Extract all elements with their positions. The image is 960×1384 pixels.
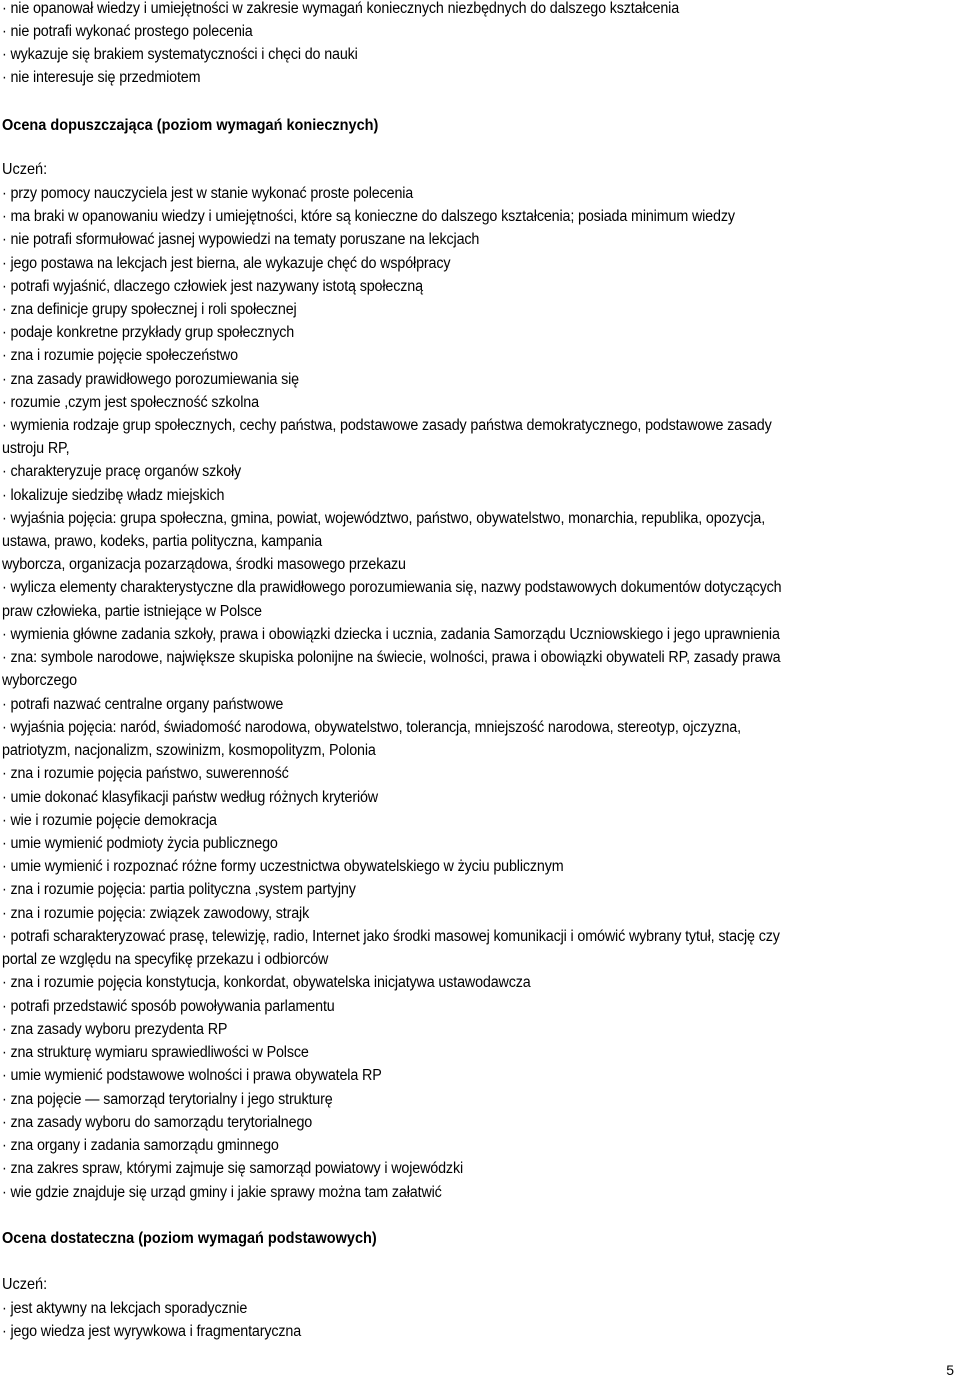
list-item: · zna i rozumie pojęcia: partia polityczna ,system partyjny [2,881,356,898]
list-item: · lokalizuje siedzibę władz miejskich [2,487,225,504]
section-heading: Ocena dopuszczająca (poziom wymagań koniecznych) [2,117,379,134]
list-item: · wymienia rodzaje grup społecznych, cechy państwa, podstawowe zasady państwa demokratycznego, podstawowe zasady [2,417,772,434]
list-item: · wie i rozumie pojęcie demokracja [2,812,217,829]
list-item: · wykazuje się brakiem systematyczności i chęci do nauki [2,46,358,63]
list-item: · zna i rozumie pojęcie społeczeństwo [2,347,238,364]
list-item-continuation: portal ze względu na specyfikę przekazu i odbiorców [2,951,329,968]
list-item: · potrafi nazwać centralne organy państwowe [2,696,284,713]
list-item: · nie opanował wiedzy i umiejętności w zakresie wymagań koniecznych niezbędnych do dalszego kształcenia [2,0,680,17]
list-item: · potrafi scharakteryzować prasę, telewizję, radio, Internet jako środki masowej komunikacji i omówić wybrany tytuł, stację czy [2,928,780,945]
list-item: · zna i rozumie pojęcia państwo, suwerenność [2,765,289,782]
list-item: · jest aktywny na lekcjach sporadycznie [2,1300,248,1317]
uczen-label: Uczeń: [2,161,48,178]
list-item: · zna strukturę wymiaru sprawiedliwości w Polsce [2,1044,309,1061]
uczen-label: Uczeń: [2,1276,48,1293]
list-item: · wylicza elementy charakterystyczne dla prawidłowego porozumiewania się, nazwy podstawowych dokumentów dotyczących [2,579,782,596]
list-item: · rozumie ,czym jest społeczność szkolna [2,394,259,411]
list-item-continuation: ustawa, prawo, kodeks, partia polityczna, kampania [2,533,323,550]
list-item: · nie interesuje się przedmiotem [2,69,201,86]
list-item: · umie dokonać klasyfikacji państw według różnych kryteriów [2,789,379,806]
list-item: · ma braki w opanowaniu wiedzy i umiejętności, które są konieczne do dalszego kształcenia; posiada minimum wiedzy [2,208,735,225]
list-item: · wyjaśnia pojęcia: naród, świadomość narodowa, obywatelstwo, tolerancja, mniejszość narodowa, stereotyp, ojczyzna, [2,719,741,736]
list-item: · zna zasady wyboru do samorządu terytorialnego [2,1114,313,1131]
list-item: · przy pomocy nauczyciela jest w stanie wykonać proste polecenia [2,185,414,202]
list-item: · umie wymienić podstawowe wolności i prawa obywatela RP [2,1067,382,1084]
list-item-continuation: wyborczego [2,672,77,689]
section-heading: Ocena dostateczna (poziom wymagań podstawowych) [2,1230,377,1247]
page-number: 5 [946,1362,954,1378]
list-item-continuation: ustroju RP, [2,440,70,457]
list-item: · potrafi przedstawić sposób powoływania parlamentu [2,998,335,1015]
list-item: · umie wymienić podmioty życia publicznego [2,835,278,852]
list-item: · zna pojęcie — samorząd terytorialny i jego strukturę [2,1091,333,1108]
list-item: · charakteryzuje pracę organów szkoły [2,463,242,480]
list-item: · potrafi wyjaśnić, dlaczego człowiek jest nazywany istotą społeczną [2,278,423,295]
list-item: · nie potrafi wykonać prostego polecenia [2,23,253,40]
list-item: · zna zasady wyboru prezydenta RP [2,1021,228,1038]
list-item: · zna i rozumie pojęcia konstytucja, konkordat, obywatelska inicjatywa ustawodawcza [2,974,531,991]
list-item-continuation: wyborcza, organizacja pozarządowa, środki masowego przekazu [2,556,406,573]
list-item: · zna zasady prawidłowego porozumiewania się [2,371,299,388]
list-item: · jego postawa na lekcjach jest bierna, ale wykazuje chęć do współpracy [2,255,451,272]
list-item: · zna organy i zadania samorządu gminnego [2,1137,279,1154]
list-item: · zna zakres spraw, którymi zajmuje się samorząd powiatowy i wojewódzki [2,1160,464,1177]
list-item-continuation: patriotyzm, nacjonalizm, szowinizm, kosmopolityzm, Polonia [2,742,376,759]
list-item: · zna i rozumie pojęcia: związek zawodowy, strajk [2,905,310,922]
list-item: · nie potrafi sformułować jasnej wypowiedzi na tematy poruszane na lekcjach [2,231,480,248]
list-item: · jego wiedza jest wyrywkowa i fragmentaryczna [2,1323,302,1340]
list-item: · zna: symbole narodowe, największe skupiska polonijne na świecie, wolności, prawa i obowiązki obywateli RP, zasady prawa [2,649,781,666]
list-item: · wyjaśnia pojęcia: grupa społeczna, gmina, powiat, województwo, państwo, obywatelstwo, monarchia, republika, opozycja, [2,510,766,527]
list-item: · umie wymienić i rozpoznać różne formy uczestnictwa obywatelskiego w życiu publicznym [2,858,564,875]
list-item: · wie gdzie znajduje się urząd gminy i jakie sprawy można tam załatwić [2,1184,442,1201]
list-item: · wymienia główne zadania szkoły, prawa i obowiązki dziecka i ucznia, zadania Samorządu Uczniowskiego i jego uprawnienia [2,626,780,643]
list-item: · podaje konkretne przykłady grup społecznych [2,324,295,341]
list-item: · zna definicje grupy społecznej i roli społecznej [2,301,297,318]
list-item-continuation: praw człowieka, partie istniejące w Polsce [2,603,262,620]
